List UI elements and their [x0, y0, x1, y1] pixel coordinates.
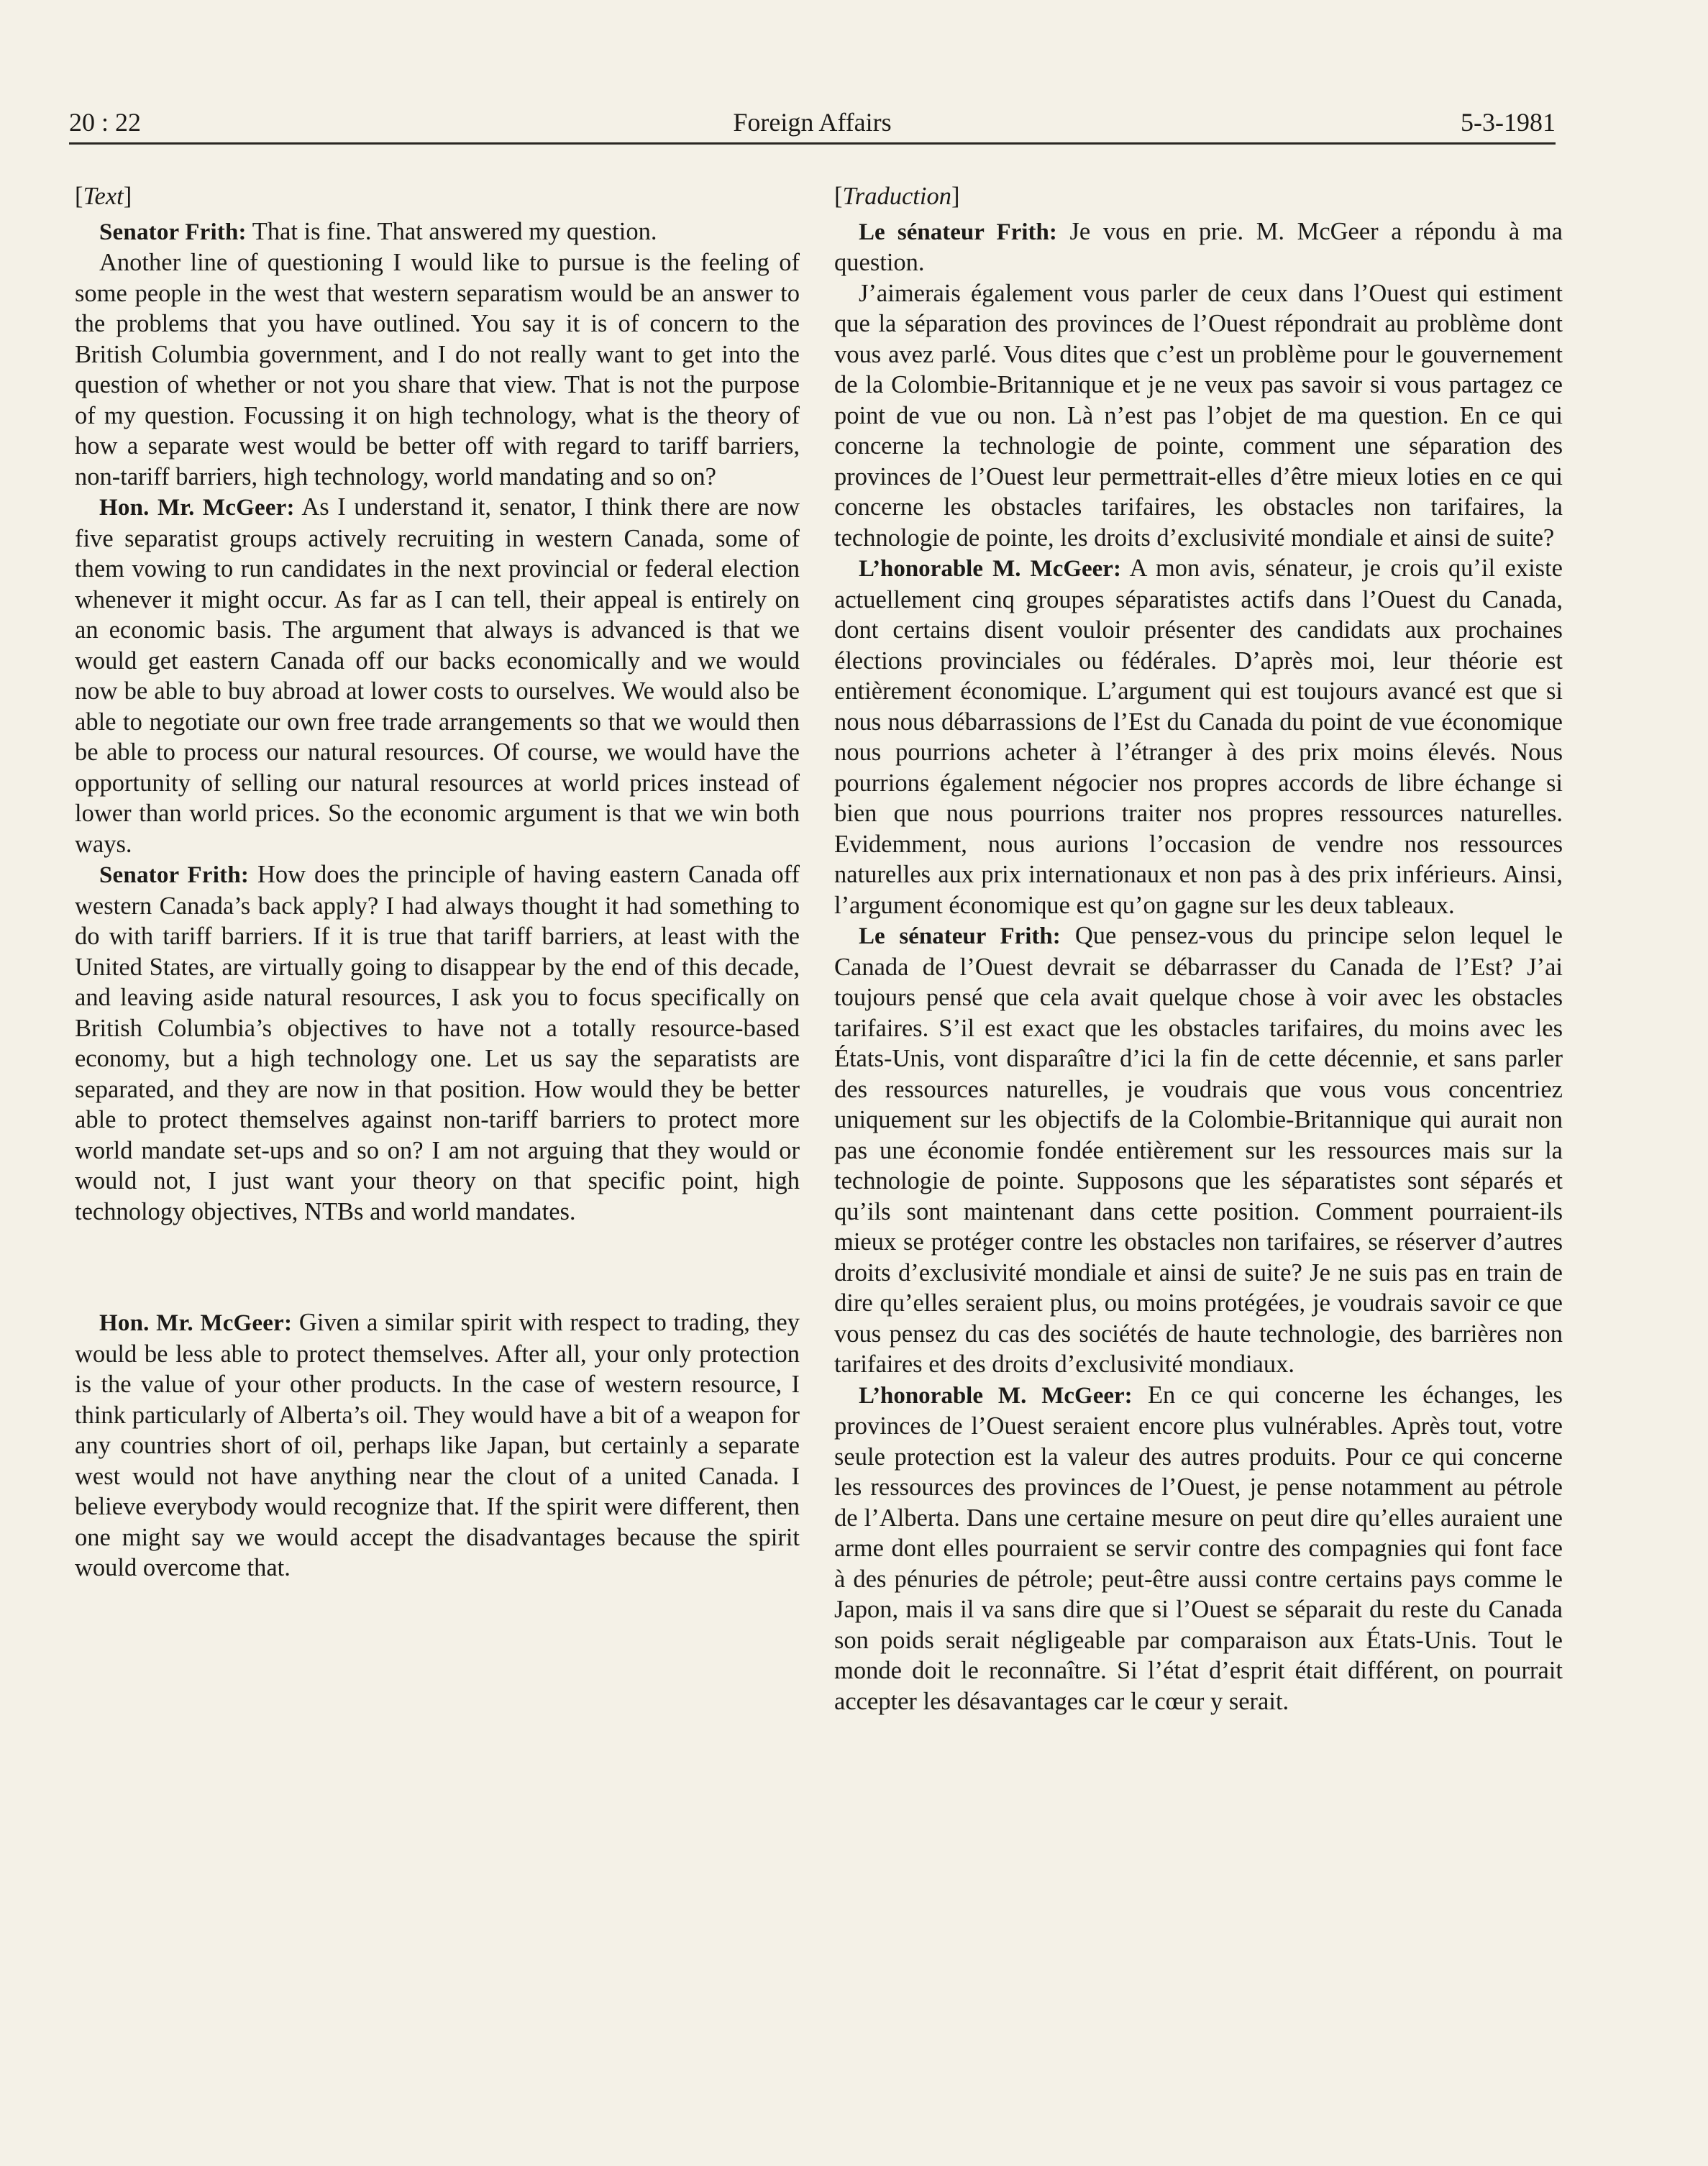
- paragraph-en-5: [75, 1307, 800, 1584]
- speaker-name: Le sénateur Frith:: [859, 219, 1057, 245]
- paragraph-fr-2: [834, 278, 1563, 554]
- speaker-name: Hon. Mr. McGeer:: [99, 1310, 293, 1336]
- speaker-name: L’honorable M. McGeer:: [859, 1382, 1133, 1409]
- paragraph-text: J’aimerais également vous parler de ceux dans l’Ouest qui estiment que la séparation des provinces de l’Ouest répondrait au problème dont vous avez parlé. Vous dites que c’est un problème pour le gouvernement de la Colombie-Britannique et je ne veux pas savoir si vous partagez ce point de vue ou non. Là n’est pas l’objet de ma question. En ce qui concerne la technologie de pointe, comment une séparation des provinces de l’Ouest leur permettrait-elles d’être mieux loties en ce qui concerne les obstacles tarifaires, les obstacles non tarifaires, la technologie de pointe, les droits d’exclusivité mondiale et ainsi de suite?: [834, 279, 1563, 552]
- paragraph-text: Que pensez-vous du principe selon lequel le Canada de l’Ouest devrait se débarrasser du Canada de l’Est? J’ai toujours pensé que cela avait quelque chose à voir avec les obstacles tarifaires. S’il est exact que les obstacles tarifaires, du moins avec les États-Unis, vont disparaître d’ici la fin de cette décennie, et sans parler des ressources naturelles, je voudrais que vous vous concentriez uniquement sur les objectifs de la Colombie-Britannique qui aurait non pas une économie fondée entièrement sur les ressources mais sur la technologie de pointe. Supposons que les séparatistes sont séparés et qu’ils sont maintenant dans cette position. Comment pourraient-ils mieux se protéger contre les obstacles non tarifaires, se réserver d’autres droits d’exclusivité mondiale et ainsi de suite? Je ne suis pas en train de dire qu’elles seraient plus, ou moins protégées, je voudrais savoir ce que vous pensez du cas des sociétés de haute technologie, des barrières non tarifaires et des droits d’exclusivité mondiaux.: [834, 922, 1563, 1378]
- paragraph-text: Je vous en prie. M. McGeer a répondu à ma question.: [834, 217, 1563, 276]
- paragraph-en-1: [75, 216, 800, 248]
- paragraph-text: A mon avis, sénateur, je crois qu’il existe actuellement cinq groupes séparatistes actifs dans l’Ouest du Canada, dont certains disent vouloir présenter des candidats aux prochaines élections provinciales ou fédérales. D’après moi, leur théorie est entièrement économique. L’argument qui est toujours avancé est que si nous nous débarrassions de l’Est du Canada du point de vue économique nous pourrions acheter à l’étranger à des prix moins élevés. Nous pourrions également négocier nos propres accords de libre échange si bien que nous pourrions traiter nos propres ressources naturelles. Evidemment, nous aurions l’occasion de vendre nos ressources naturelles aux prix internationaux et non pas à des prix inférieurs. Ainsi, l’argument économique est qu’on gagne sur les deux tableaux.: [834, 554, 1563, 919]
- speaker-name: Senator Frith:: [99, 862, 250, 888]
- paragraph-text: That is fine. That answered my question.: [246, 217, 657, 245]
- header-rule: [69, 142, 1556, 145]
- paragraph-text: Another line of questioning I would like to pursue is the feeling of some people in the west that western separatism would be an answer to the problems that you have outlined. You say it is of concern to the British Columbia government, and I do not really want to get into the question of whether or not you share that view. That is not the purpose of my question. Focussing it on high technology, what is the theory of how a separate west would be better off with regard to tariff barriers, non-tariff barriers, high technology, world mandating and so on?: [75, 249, 800, 490]
- paragraph-fr-3: [834, 553, 1563, 920]
- english-column: [75, 181, 800, 1584]
- paragraph-text: How does the principle of having eastern Canada off western Canada’s back apply? I had always thought it had something to do with tariff barriers. If it is true that tariff barriers, at least with the United States, are virtually going to disappear by the end of this decade, and leaving aside natural resources, I ask you to focus specifically on British Columbia’s objectives to have not a totally resource-based economy, but a high technology one. Let us say the separatists are separated, and they are now in that position. How would they be better able to protect themselves against non-tariff barriers to protect more world mandate set-ups and so on? I am not arguing that they would or would not, I just want your theory on that specific point, high technology objectives, NTBs and world mandates.: [75, 861, 800, 1225]
- text-language-marker: [Text]: [75, 183, 132, 210]
- speaker-name: Senator Frith:: [99, 219, 247, 245]
- traduction-language-marker: [Traduction]: [834, 183, 960, 210]
- speaker-name: Le sénateur Frith:: [859, 923, 1061, 949]
- speaker-name: L’honorable M. McGeer:: [859, 556, 1121, 582]
- paragraph-fr-4: [834, 920, 1563, 1380]
- paragraph-text: As I understand it, senator, I think there are now five separatist groups actively recruiting in western Canada, some of them vowing to run candidates in the next provincial or federal election whenever it might occur. As far as I can tell, their appeal is entirely on an economic basis. The argument that always is advanced is that we would get eastern Canada off our backs economically and we would now be able to buy abroad at lower costs to ourselves. We would also be able to negotiate our own free trade arrangements so that we would then be able to process our natural resources. Of course, we would have the opportunity of selling our natural resources at world prices instead of lower than world prices. So the economic argument is that we win both ways.: [75, 493, 800, 858]
- page-number: 20 : 22: [69, 108, 142, 137]
- paragraph-fr-1: [834, 216, 1563, 278]
- publication-title: Foreign Affairs: [733, 108, 892, 137]
- paragraph-text: En ce qui concerne les échanges, les provinces de l’Ouest seraient encore plus vulnérables. Après tout, votre seule protection est la valeur des autres produits. Pour ce qui concerne les ressources des provinces de l’Ouest, je pense notamment au pétrole de l’Alberta. Dans une certaine mesure on peut dire qu’elles auraient une arme dont elles pourraient se servir contre des compagnies qui font face à des pénuries de pétrole; peut-être aussi contre certains pays comme le Japon, mais il va sans dire que si l’Ouest se séparait du reste du Canada son poids serait négligeable par comparaison aux États-Unis. Tout le monde doit le reconnaître. Si l’état d’esprit était différent, on pourrait accepter les désavantages car le cœur y serait.: [834, 1381, 1563, 1715]
- running-header: [69, 101, 1556, 144]
- paragraph-text: Given a similar spirit with respect to trading, they would be less able to protect themselves. After all, your only protection is the value of your other products. In the case of western resource, I think particularly of Alberta’s oil. They would have a bit of a weapon for any countries short of oil, perhaps like Japan, but certainly a separate west would not have anything near the clout of a united Canada. I believe everybody would recognize that. If the spirit were different, then one might say we would accept the disadvantages because the spirit would overcome that.: [75, 1309, 800, 1581]
- paragraph-en-4: [75, 859, 800, 1227]
- paragraph-en-2: [75, 247, 800, 492]
- paragraph-fr-5: [834, 1380, 1563, 1717]
- french-column: [834, 181, 1563, 1717]
- speaker-name: Hon. Mr. McGeer:: [99, 495, 295, 521]
- issue-date: 5-3-1981: [1461, 108, 1556, 137]
- paragraph-en-3: [75, 492, 800, 859]
